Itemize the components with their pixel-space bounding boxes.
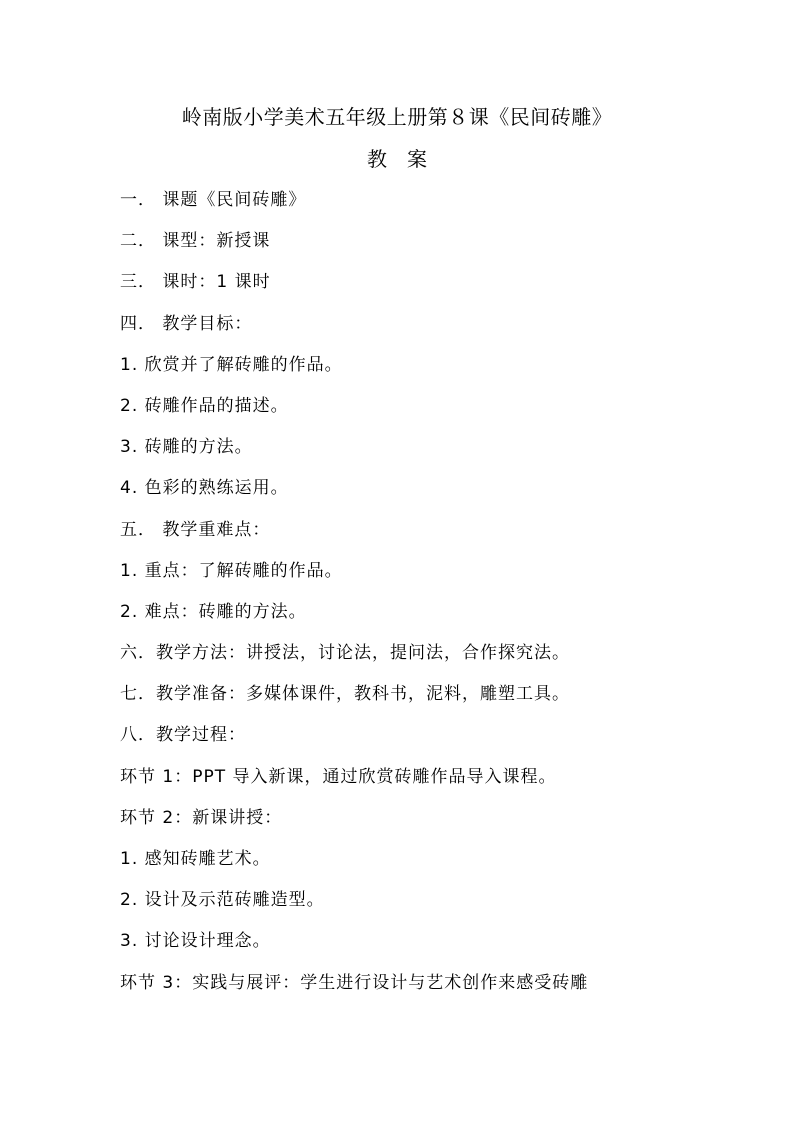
text-line: 环节 1：PPT 导入新课，通过欣赏砖雕作品导入课程。 [120, 766, 557, 787]
text-line: 1. 欣赏并了解砖雕的作品。 [120, 354, 343, 375]
lesson-plan-body [120, 183, 720, 1007]
text-line: 环节 2：新课讲授： [120, 807, 283, 828]
text-line: 七．教学准备：多媒体课件，教科书，泥料，雕塑工具。 [120, 684, 570, 705]
text-line: 六．教学方法：讲授法，讨论法，提问法，合作探究法。 [120, 643, 570, 664]
text-line: 二． 课型：新授课 [120, 231, 271, 252]
text-line: 3. 讨论设计理念。 [120, 931, 271, 952]
text-line: 环节 3：实践与展评：学生进行设计与艺术创作来感受砖雕 [120, 972, 589, 993]
document-title: 岭南版小学美术五年级上册第８课《民间砖雕》 [181, 105, 613, 129]
text-line: 四． 教学目标： [120, 313, 253, 334]
text-line: 4. 色彩的熟练运用。 [120, 478, 289, 499]
text-line: 2. 砖雕作品的描述。 [120, 395, 289, 416]
document-subtitle: 教 案 [367, 147, 427, 171]
text-line: 1. 感知砖雕艺术。 [120, 849, 271, 869]
text-line: 2. 设计及示范砖雕造型。 [120, 890, 325, 911]
text-line: 一． 课题《民间砖雕》 [120, 190, 307, 210]
text-line: 三． 课时：1 课时 [120, 272, 271, 293]
text-line: 3. 砖雕的方法。 [120, 437, 253, 458]
text-line: 2. 难点：砖雕的方法。 [120, 601, 307, 622]
text-line: 八．教学过程： [120, 725, 246, 746]
text-line: 1. 重点：了解砖雕的作品。 [120, 560, 343, 581]
text-line: 五． 教学重难点： [120, 519, 271, 540]
